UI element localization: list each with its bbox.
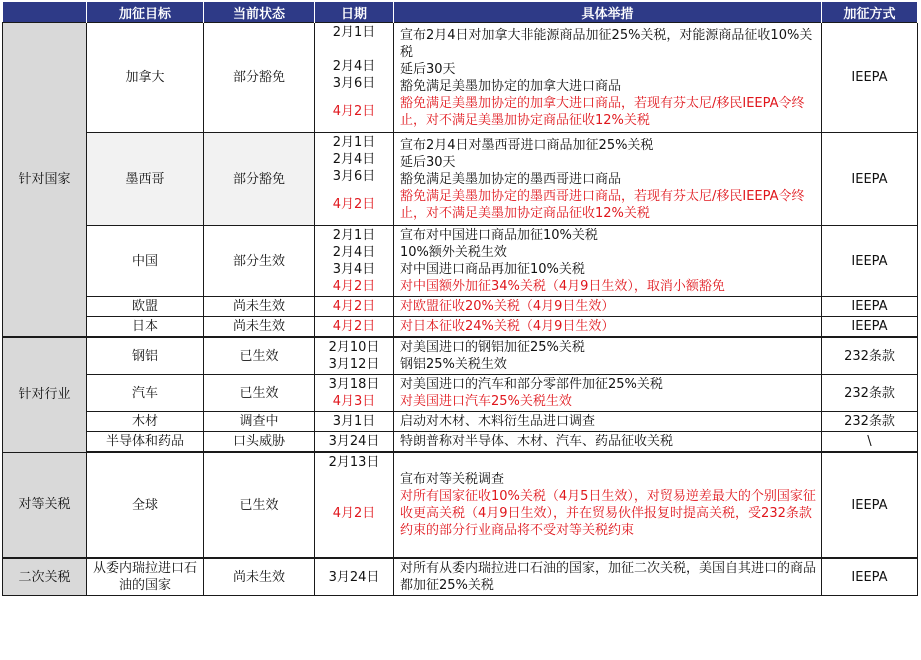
measure-cell [394, 452, 822, 558]
date-cell: 4月2日 [315, 297, 394, 317]
method-cell: 232条款 [822, 412, 918, 432]
date-item: 4月2日 [332, 197, 376, 212]
measure-cell [394, 23, 822, 133]
date-cell: 3月24日 [315, 558, 394, 596]
date-cell [315, 337, 394, 375]
measure-cell: 对欧盟征收20%关税（4月9日生效） [394, 297, 822, 317]
measure-cell [394, 337, 822, 375]
measure-cell [394, 133, 822, 226]
table-row [3, 23, 918, 133]
target-cell: 木材 [87, 412, 204, 432]
measure-item: 宣布2月4日对墨西哥进口商品加征25%关税 [400, 137, 654, 153]
measure-item: 延后30天 [400, 154, 456, 170]
date-item: 3月4日 [332, 262, 376, 277]
date-item: 4月2日 [332, 104, 376, 119]
header-row [3, 2, 918, 23]
table-row [3, 297, 918, 317]
table-row [3, 337, 918, 375]
date-item: 2月4日 [332, 59, 376, 74]
table-row [3, 558, 918, 596]
method-cell: 232条款 [822, 375, 918, 412]
measure-item: 对美国进口的钢铝加征25%关税 [400, 340, 585, 355]
measure-item: 对中国进口商品再加征10%关税 [400, 262, 585, 277]
measure-cell: 特朗普称对半导体、木材、汽车、药品征收关税 [394, 432, 822, 453]
status-cell: 部分豁免 [204, 133, 315, 226]
status-cell: 已生效 [204, 452, 315, 558]
target-cell: 欧盟 [87, 297, 204, 317]
table-row [3, 133, 918, 226]
status-cell: 部分豁免 [204, 23, 315, 133]
target-cell: 日本 [87, 317, 204, 338]
method-cell: IEEPA [822, 226, 918, 297]
table-row [3, 452, 918, 558]
measure-item: 延后30天 [400, 61, 456, 77]
method-cell: \ [822, 432, 918, 453]
date-cell [315, 226, 394, 297]
measure-item: 对中国额外加征34%关税（4月9日生效），取消小额豁免 [400, 279, 725, 294]
measure-cell [394, 226, 822, 297]
measure-cell: 对所有从委内瑞拉进口石油的国家，加征二次关税，美国自其进口的商品都加征25%关税 [394, 558, 822, 596]
header-date: 日期 [315, 2, 394, 23]
date-cell: 3月24日 [315, 432, 394, 453]
status-cell: 尚未生效 [204, 317, 315, 338]
table-row [3, 317, 918, 338]
date-item: 3月12日 [328, 357, 380, 372]
date-item: 2月1日 [332, 135, 376, 150]
measure-item: 钢铝25%关税生效 [400, 357, 507, 372]
date-item: 2月4日 [332, 152, 376, 167]
tariff-table [2, 2, 918, 596]
target-cell: 钢铝 [87, 337, 204, 375]
header-category [3, 2, 87, 23]
measure-cell: 对日本征收24%关税（4月9日生效） [394, 317, 822, 338]
measure-item: 豁免满足美墨加协定的加拿大进口商品 [400, 78, 622, 94]
status-cell: 尚未生效 [204, 297, 315, 317]
measure-cell: 启动对木材、木料衍生品进口调查 [394, 412, 822, 432]
target-cell: 从委内瑞拉进口石油的国家 [87, 558, 204, 596]
category-cell: 针对行业 [3, 337, 87, 452]
measure-cell [394, 375, 822, 412]
date-item: 3月6日 [332, 76, 376, 91]
date-cell [315, 133, 394, 226]
method-cell: IEEPA [822, 558, 918, 596]
measure-item: 对美国进口的汽车和部分零部件加征25%关税 [400, 377, 663, 392]
header-measures: 具体举措 [394, 2, 822, 23]
date-cell: 4月2日 [315, 317, 394, 338]
target-cell: 汽车 [87, 375, 204, 412]
status-cell: 部分生效 [204, 226, 315, 297]
date-item: 4月2日 [332, 506, 376, 521]
date-item: 3月6日 [332, 169, 376, 184]
method-cell: IEEPA [822, 133, 918, 226]
method-cell: IEEPA [822, 23, 918, 133]
date-cell [315, 375, 394, 412]
measure-item: 豁免满足美墨加协定的墨西哥进口商品，若现有芬太尼/移民IEEPA令终止，对不满足美墨加协定商品征收12%关税 [400, 188, 805, 221]
date-item: 2月1日 [332, 25, 376, 40]
method-cell: 232条款 [822, 337, 918, 375]
date-item: 2月1日 [332, 228, 376, 243]
measure-item: 豁免满足美墨加协定的墨西哥进口商品 [400, 171, 622, 187]
status-cell: 口头威胁 [204, 432, 315, 453]
target-cell: 全球 [87, 452, 204, 558]
status-cell: 调查中 [204, 412, 315, 432]
status-cell: 已生效 [204, 337, 315, 375]
measure-item: 对美国进口汽车25%关税生效 [400, 394, 572, 409]
category-cell: 针对国家 [3, 23, 87, 338]
date-item: 2月4日 [332, 245, 376, 260]
target-cell: 加拿大 [87, 23, 204, 133]
table-row [3, 432, 918, 453]
header-target: 加征目标 [87, 2, 204, 23]
status-cell: 尚未生效 [204, 558, 315, 596]
measure-item: 宣布2月4日对加拿大非能源商品加征25%关税，对能源商品征收10%关税 [400, 27, 813, 60]
method-cell: IEEPA [822, 317, 918, 338]
table-row [3, 226, 918, 297]
method-cell: IEEPA [822, 452, 918, 558]
target-cell: 墨西哥 [87, 133, 204, 226]
date-item: 4月2日 [332, 279, 376, 294]
date-cell [315, 452, 394, 558]
date-cell [315, 23, 394, 133]
table-row [3, 412, 918, 432]
measure-item: 对所有国家征收10%关税（4月5日生效），对贸易逆差最大的个别国家征收更高关税（4月9日生效），并在贸易伙伴报复时提高关税，受232条款约束的部分行业商品将不受对等关税约束 [400, 489, 816, 538]
measure-item: 宣布对中国进口商品加征10%关税 [400, 228, 598, 243]
measure-item: 10%额外关税生效 [400, 245, 507, 260]
measure-item: 豁免满足美墨加协定的加拿大进口商品，若现有芬太尼/移民IEEPA令终止，对不满足美墨加协定商品征收12%关税 [400, 95, 805, 128]
date-item: 2月13日 [328, 455, 380, 470]
method-cell: IEEPA [822, 297, 918, 317]
header-method: 加征方式 [822, 2, 918, 23]
date-item: 3月18日 [328, 377, 380, 392]
date-cell: 3月1日 [315, 412, 394, 432]
status-cell: 已生效 [204, 375, 315, 412]
target-cell: 半导体和药品 [87, 432, 204, 453]
measure-item: 宣布对等关税调查 [400, 472, 505, 487]
target-cell: 中国 [87, 226, 204, 297]
header-status: 当前状态 [204, 2, 315, 23]
date-item: 4月3日 [332, 394, 376, 409]
category-cell: 二次关税 [3, 558, 87, 596]
table-row [3, 375, 918, 412]
tariff-table-container [2, 2, 917, 657]
category-cell: 对等关税 [3, 452, 87, 558]
date-item: 2月10日 [328, 340, 380, 355]
